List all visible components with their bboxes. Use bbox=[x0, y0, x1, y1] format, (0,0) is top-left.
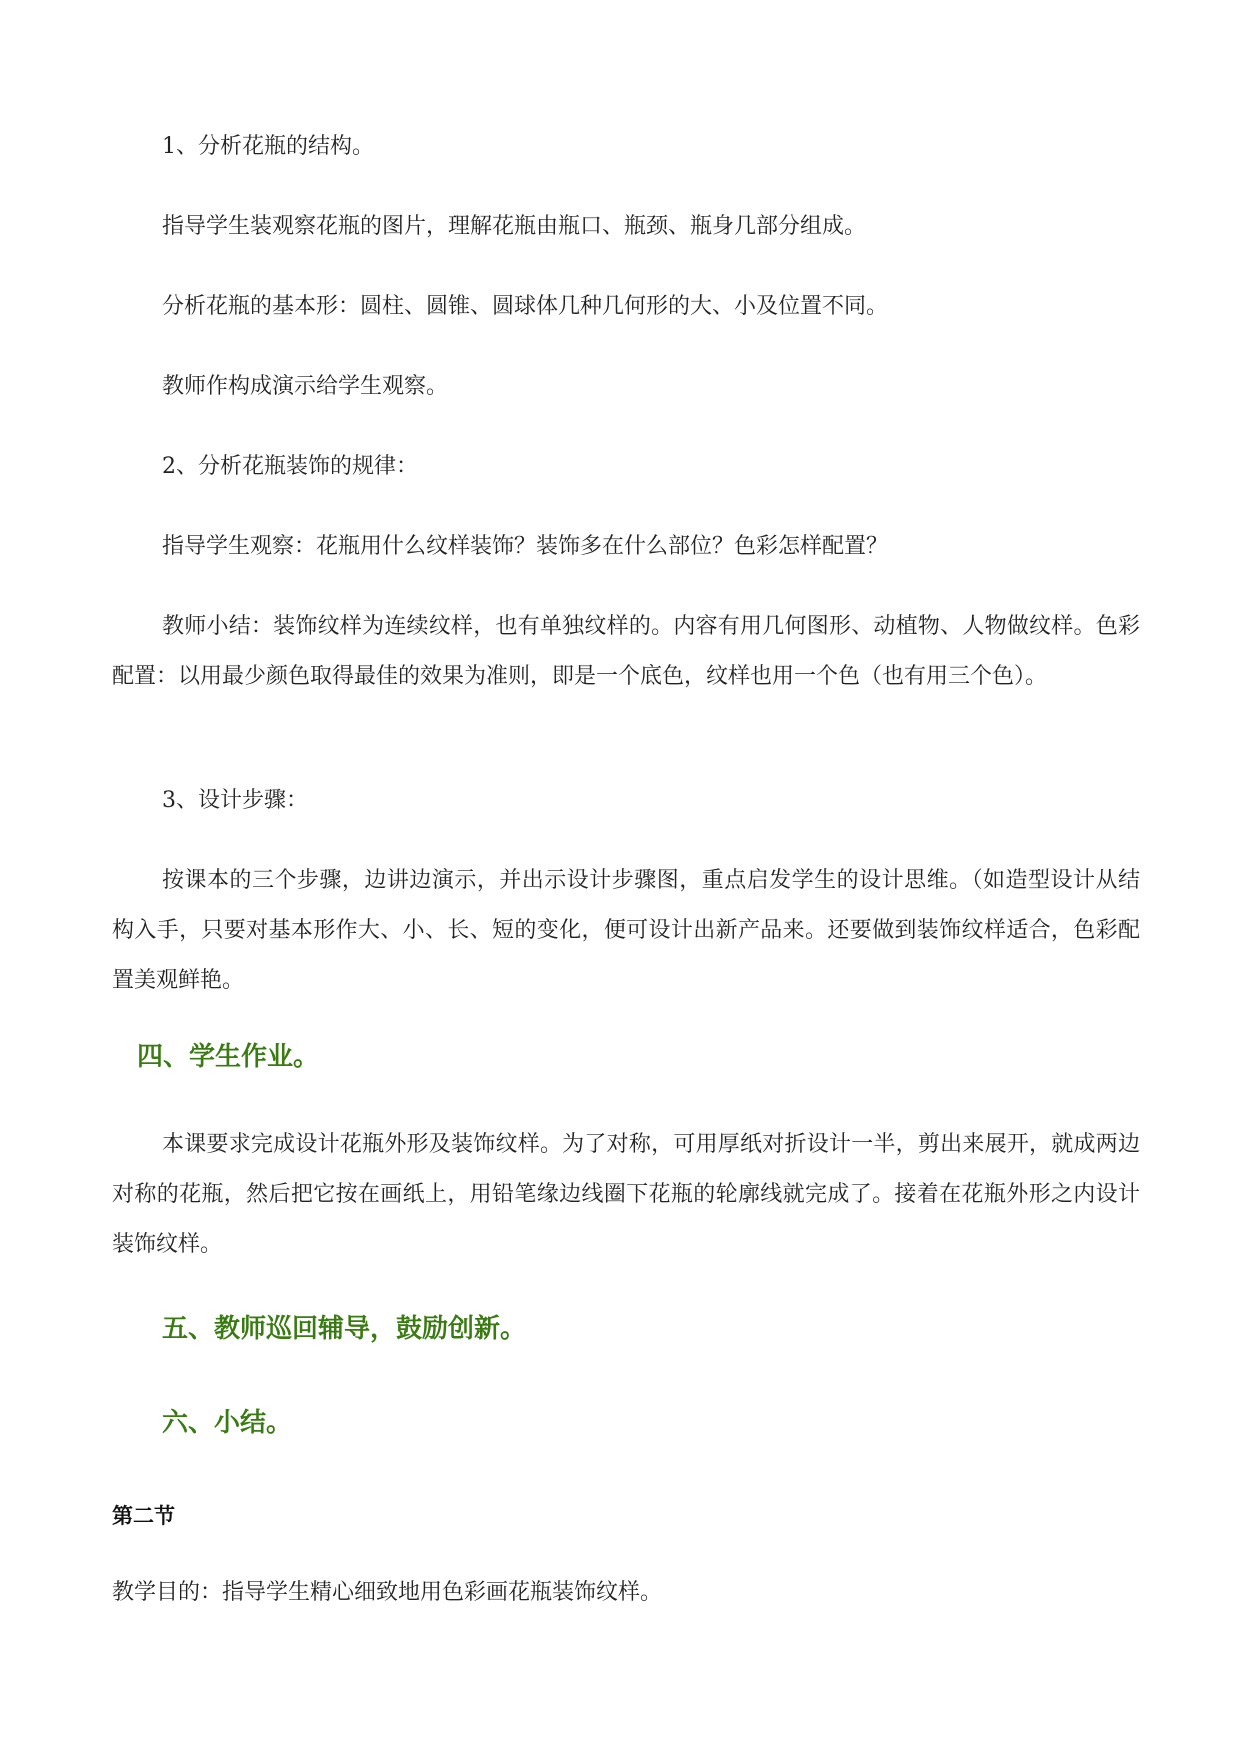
paragraph-homework: 本课要求完成设计花瓶外形及装饰纹样。为了对称，可用厚纸对折设计一半，剪出来展开，就成两边对称的花瓶，然后把它按在画纸上，用铅笔缘边线圈下花瓶的轮廓线就完成了。接着在花瓶外形之内设计装饰纹样。 bbox=[112, 1132, 1140, 1257]
heading-teacher-guidance: 五、教师巡回辅导，鼓励创新。 bbox=[162, 1314, 527, 1344]
paragraph-teaching-objective: 教学目的：指导学生精心细致地用色彩画花瓶装饰纹样。 bbox=[112, 1580, 663, 1605]
paragraph-step-1: 1、分析花瓶的结构。 bbox=[162, 134, 374, 159]
heading-student-homework: 四、学生作业。 bbox=[137, 1042, 320, 1072]
paragraph-step-3: 3、设计步骤： bbox=[162, 788, 308, 813]
paragraph-teacher-summary: 教师小结：装饰纹样为连续纹样，也有单独纹样的。内容有用几何图形、动植物、人物做纹样。色彩配置：以用最少颜色取得最佳的效果为准则，即是一个底色，纹样也用一个色（也有用三个色）。 bbox=[112, 614, 1140, 689]
section-title-second: 第二节 bbox=[112, 1504, 175, 1528]
paragraph-step-2: 2、分析花瓶装饰的规律： bbox=[162, 454, 418, 479]
paragraph-observe-images: 指导学生装观察花瓶的图片，理解花瓶由瓶口、瓶颈、瓶身几部分组成。 bbox=[162, 214, 867, 239]
paragraph-basic-shapes: 分析花瓶的基本形：圆柱、圆锥、圆球体几种几何形的大、小及位置不同。 bbox=[162, 294, 889, 319]
heading-summary: 六、小结。 bbox=[162, 1408, 293, 1438]
paragraph-teacher-demo: 教师作构成演示给学生观察。 bbox=[162, 374, 449, 399]
paragraph-guide-observe: 指导学生观察：花瓶用什么纹样装饰？装饰多在什么部位？色彩怎样配置？ bbox=[162, 534, 889, 559]
paragraph-design-steps: 按课本的三个步骤，边讲边演示，并出示设计步骤图，重点启发学生的设计思维。（如造型设计从结构入手，只要对基本形作大、小、长、短的变化，便可设计出新产品来。还要做到装饰纹样适合，色彩配置美观鲜艳。 bbox=[112, 868, 1140, 993]
